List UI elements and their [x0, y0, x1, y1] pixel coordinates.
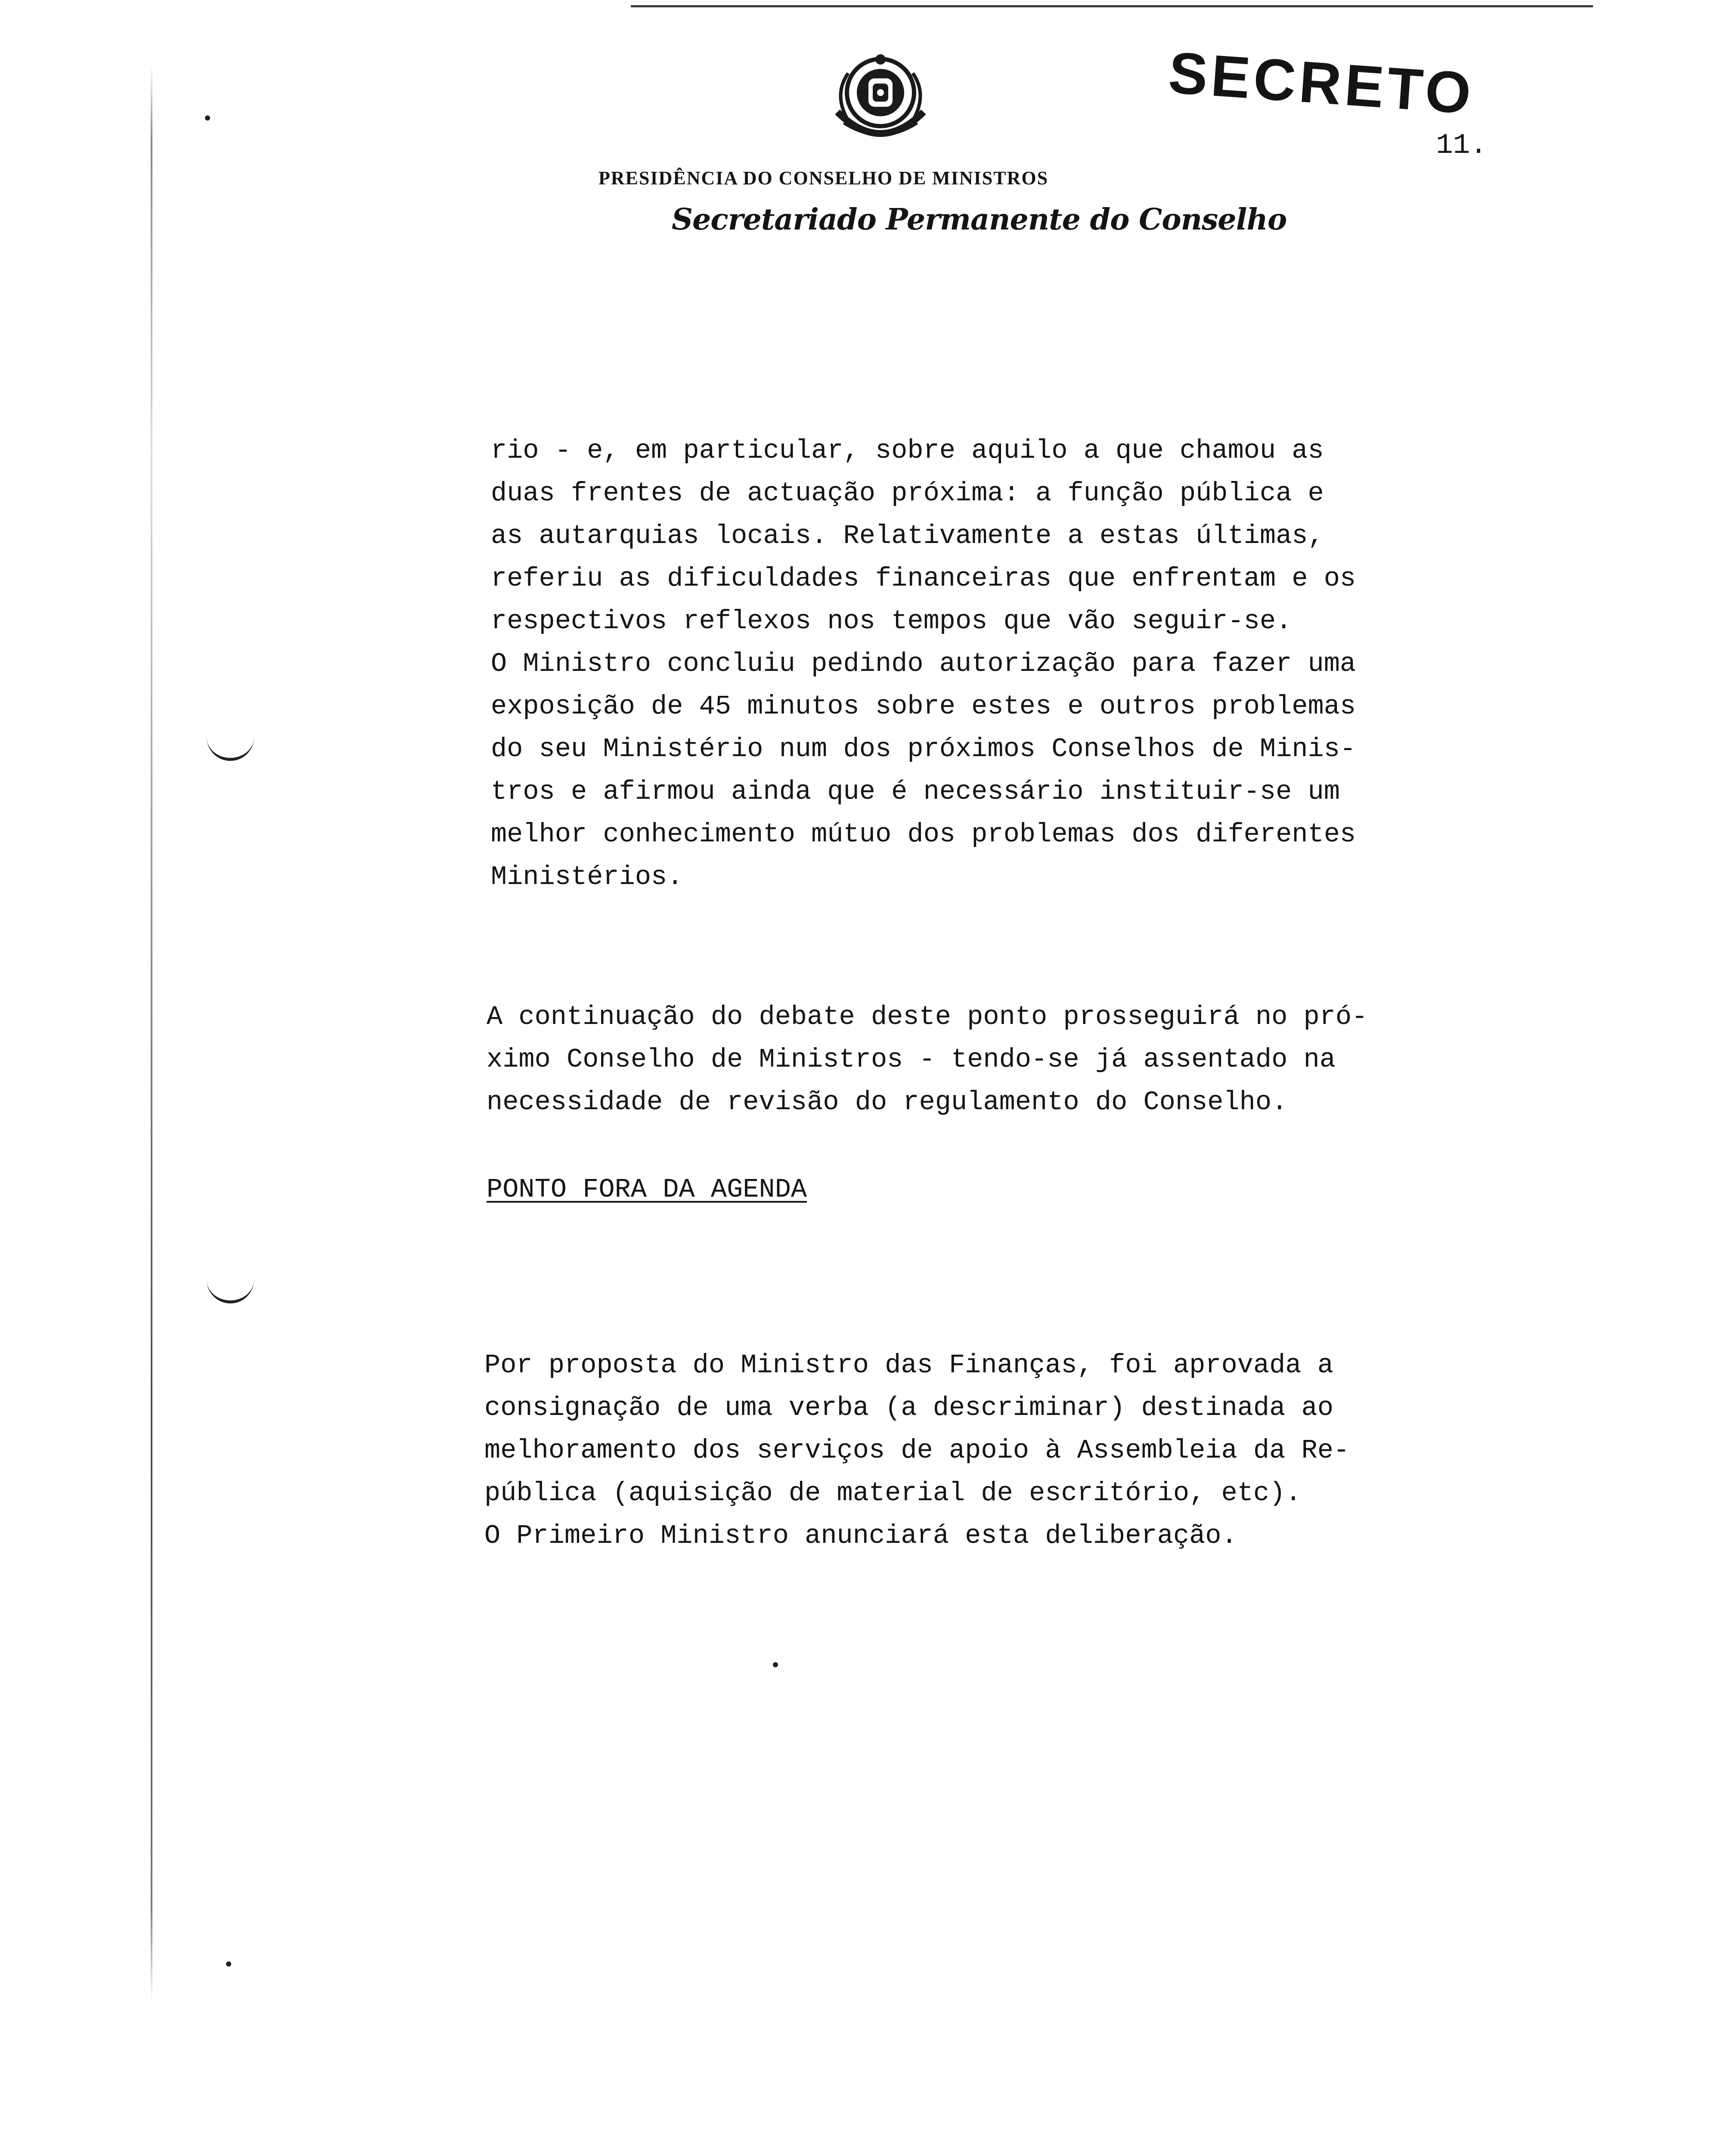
text-line: duas frentes de actuação próxima: a função pública e: [491, 478, 1324, 509]
paragraph-1: [491, 387, 1356, 941]
text-line: Ministérios.: [491, 862, 683, 892]
text-line: ximo Conselho de Ministros - tendo-se já assentado na: [487, 1044, 1336, 1075]
punch-hole-bottom: [207, 1275, 254, 1303]
page-number: 11.: [1436, 129, 1487, 161]
text-line: do seu Ministério num dos próximos Conselhos de Minis-: [491, 734, 1356, 764]
text-line: as autarquias locais. Relativamente a estas últimas,: [491, 521, 1324, 551]
text-line: O Primeiro Ministro anunciará esta deliberação.: [484, 1520, 1237, 1551]
paragraph-2: [487, 953, 1367, 1166]
margin-speck: [226, 1961, 231, 1967]
paragraph-3: [484, 1301, 1349, 1600]
binding-edge-mark: [151, 65, 152, 2002]
text-line: A continuação do debate deste ponto prosseguirá no pró-: [487, 1002, 1368, 1032]
text-line: respectivos reflexos nos tempos que vão seguir-se.: [491, 606, 1292, 636]
text-line: tros e afirmou ainda que é necessário instituir-se um: [491, 776, 1340, 807]
text-line: rio - e, em particular, sobre aquilo a que chamou as: [491, 435, 1324, 466]
text-line: melhor conhecimento mútuo dos problemas dos diferentes: [491, 819, 1356, 850]
punch-hole-top: [207, 732, 254, 761]
top-rule: [631, 5, 1593, 7]
secretariat-header: Secretariado Permanente do Conselho: [672, 202, 1287, 237]
classification-stamp: SECRETO: [1166, 39, 1477, 127]
text-line: O Ministro concluiu pedindo autorização para fazer uma: [491, 648, 1356, 679]
section-heading: PONTO FORA DA AGENDA: [487, 1174, 807, 1205]
coat-of-arms-emblem: [825, 47, 936, 155]
text-line: pública (aquisição de material de escritório, etc).: [484, 1478, 1302, 1508]
margin-speck: [205, 115, 210, 121]
text-line: necessidade de revisão do regulamento do Conselho.: [487, 1087, 1288, 1117]
text-line: consignação de uma verba (a descriminar) destinada ao: [484, 1393, 1333, 1423]
page-speck: [773, 1662, 778, 1667]
text-line: Por proposta do Ministro das Finanças, foi aprovada a: [484, 1350, 1333, 1381]
organization-header: PRESIDÊNCIA DO CONSELHO DE MINISTROS: [598, 168, 1049, 189]
text-line: melhoramento dos serviços de apoio à Assembleia da Re-: [484, 1435, 1350, 1466]
text-line: referiu as dificuldades financeiras que enfrentam e os: [491, 563, 1356, 594]
text-line: exposição de 45 minutos sobre estes e outros problemas: [491, 691, 1356, 722]
